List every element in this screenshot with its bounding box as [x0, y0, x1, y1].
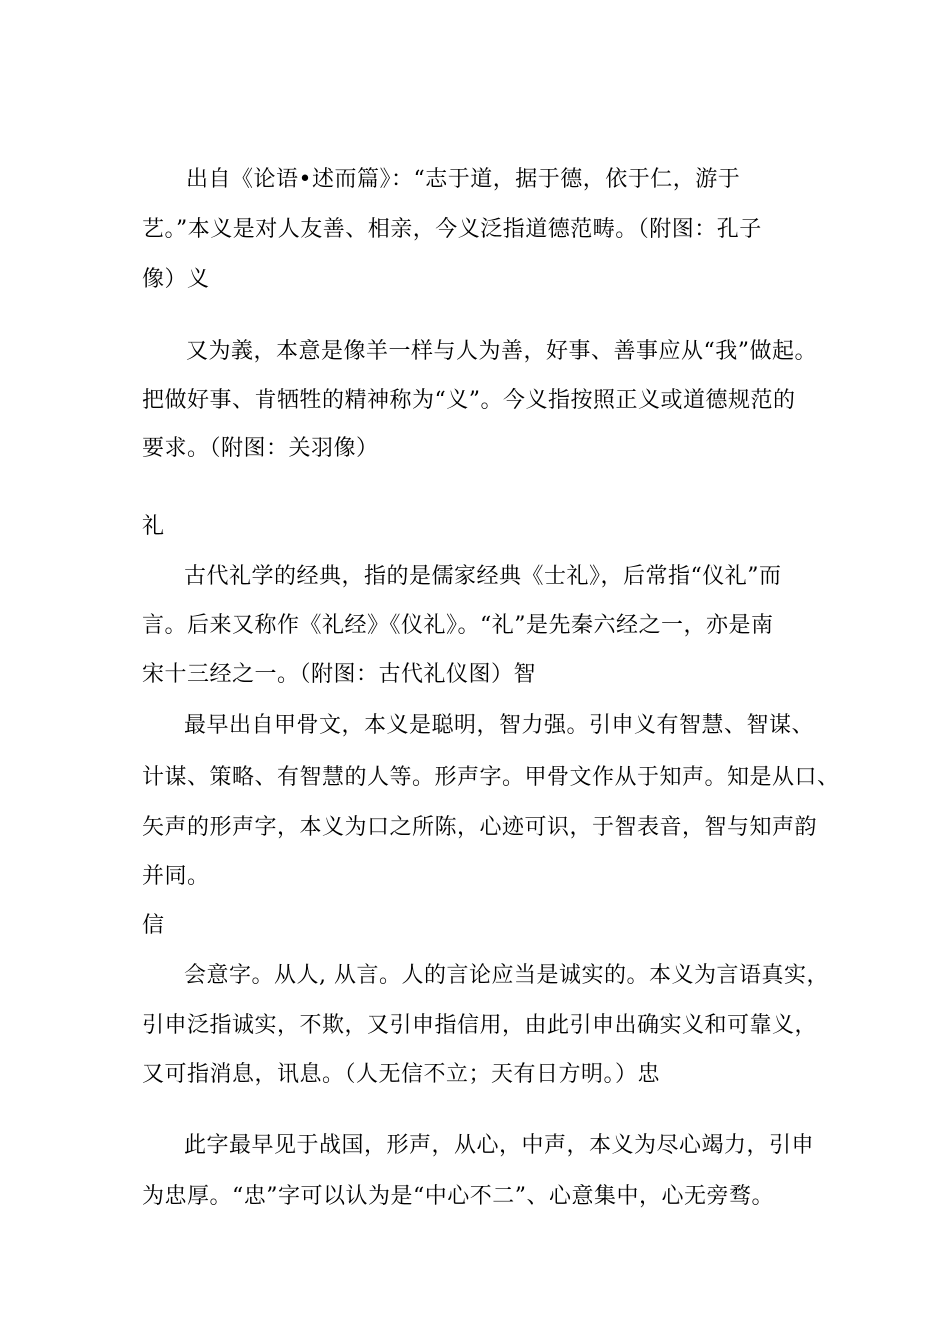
text-line: 出自《论语•述而篇》：“志于道，据于德，依于仁，游于 [186, 167, 741, 192]
text-line: 为忠厚。“忠”字可以认为是“中心不二”、心意集中，心无旁骛。 [142, 1184, 774, 1209]
text-line: 会意字。从人, 从言。人的言论应当是诚实的。本义为言语真实， [184, 963, 829, 988]
text-line: 像）义 [142, 267, 210, 292]
text-line: 要求。（附图：关羽像） [142, 436, 379, 461]
text-line: 又可指消息，讯息。（人无信不立；天有日方明。）忠 [142, 1062, 661, 1087]
text-line: 艺。”本义是对人友善、相亲，今义泛指道德范畴。（附图：孔子 [142, 217, 762, 242]
text-line: 言。后来又称作《礼经》《仪礼》。“礼”是先秦六经之一，亦是南 [142, 613, 774, 638]
text-line: 又为義，本意是像羊一样与人为善，好事、善事应从“我”做起。 [186, 339, 817, 364]
text-line: 宋十三经之一。（附图：古代礼仪图）智 [142, 662, 537, 687]
text-line: 此字最早见于战国，形声，从心，中声，本义为尽心竭力，引申 [184, 1133, 815, 1158]
text-line: 并同。 [142, 864, 210, 889]
section-heading-li: 礼 [142, 514, 165, 539]
text-line: 把做好事、肯牺牲的精神称为“义”。今义指按照正义或道德规范的 [142, 388, 796, 413]
text-line: 最早出自甲骨文，本义是聪明，智力强。引申义有智慧、智谋、 [184, 713, 815, 738]
text-line: 古代礼学的经典，指的是儒家经典《士礼》，后常指“仪礼”而 [184, 564, 782, 589]
text-line: 计谋、策略、有智慧的人等。形声字。甲骨文作从于知声。知是从口、 [142, 765, 840, 790]
text-line: 矢声的形声字，本义为口之所陈，心迹可识，于智表音，智与知声韵 [142, 815, 818, 840]
section-heading-xin: 信 [142, 913, 165, 938]
text-line: 引申泛指诚实，不欺，又引申指信用，由此引申出确实义和可靠义， [142, 1013, 818, 1038]
